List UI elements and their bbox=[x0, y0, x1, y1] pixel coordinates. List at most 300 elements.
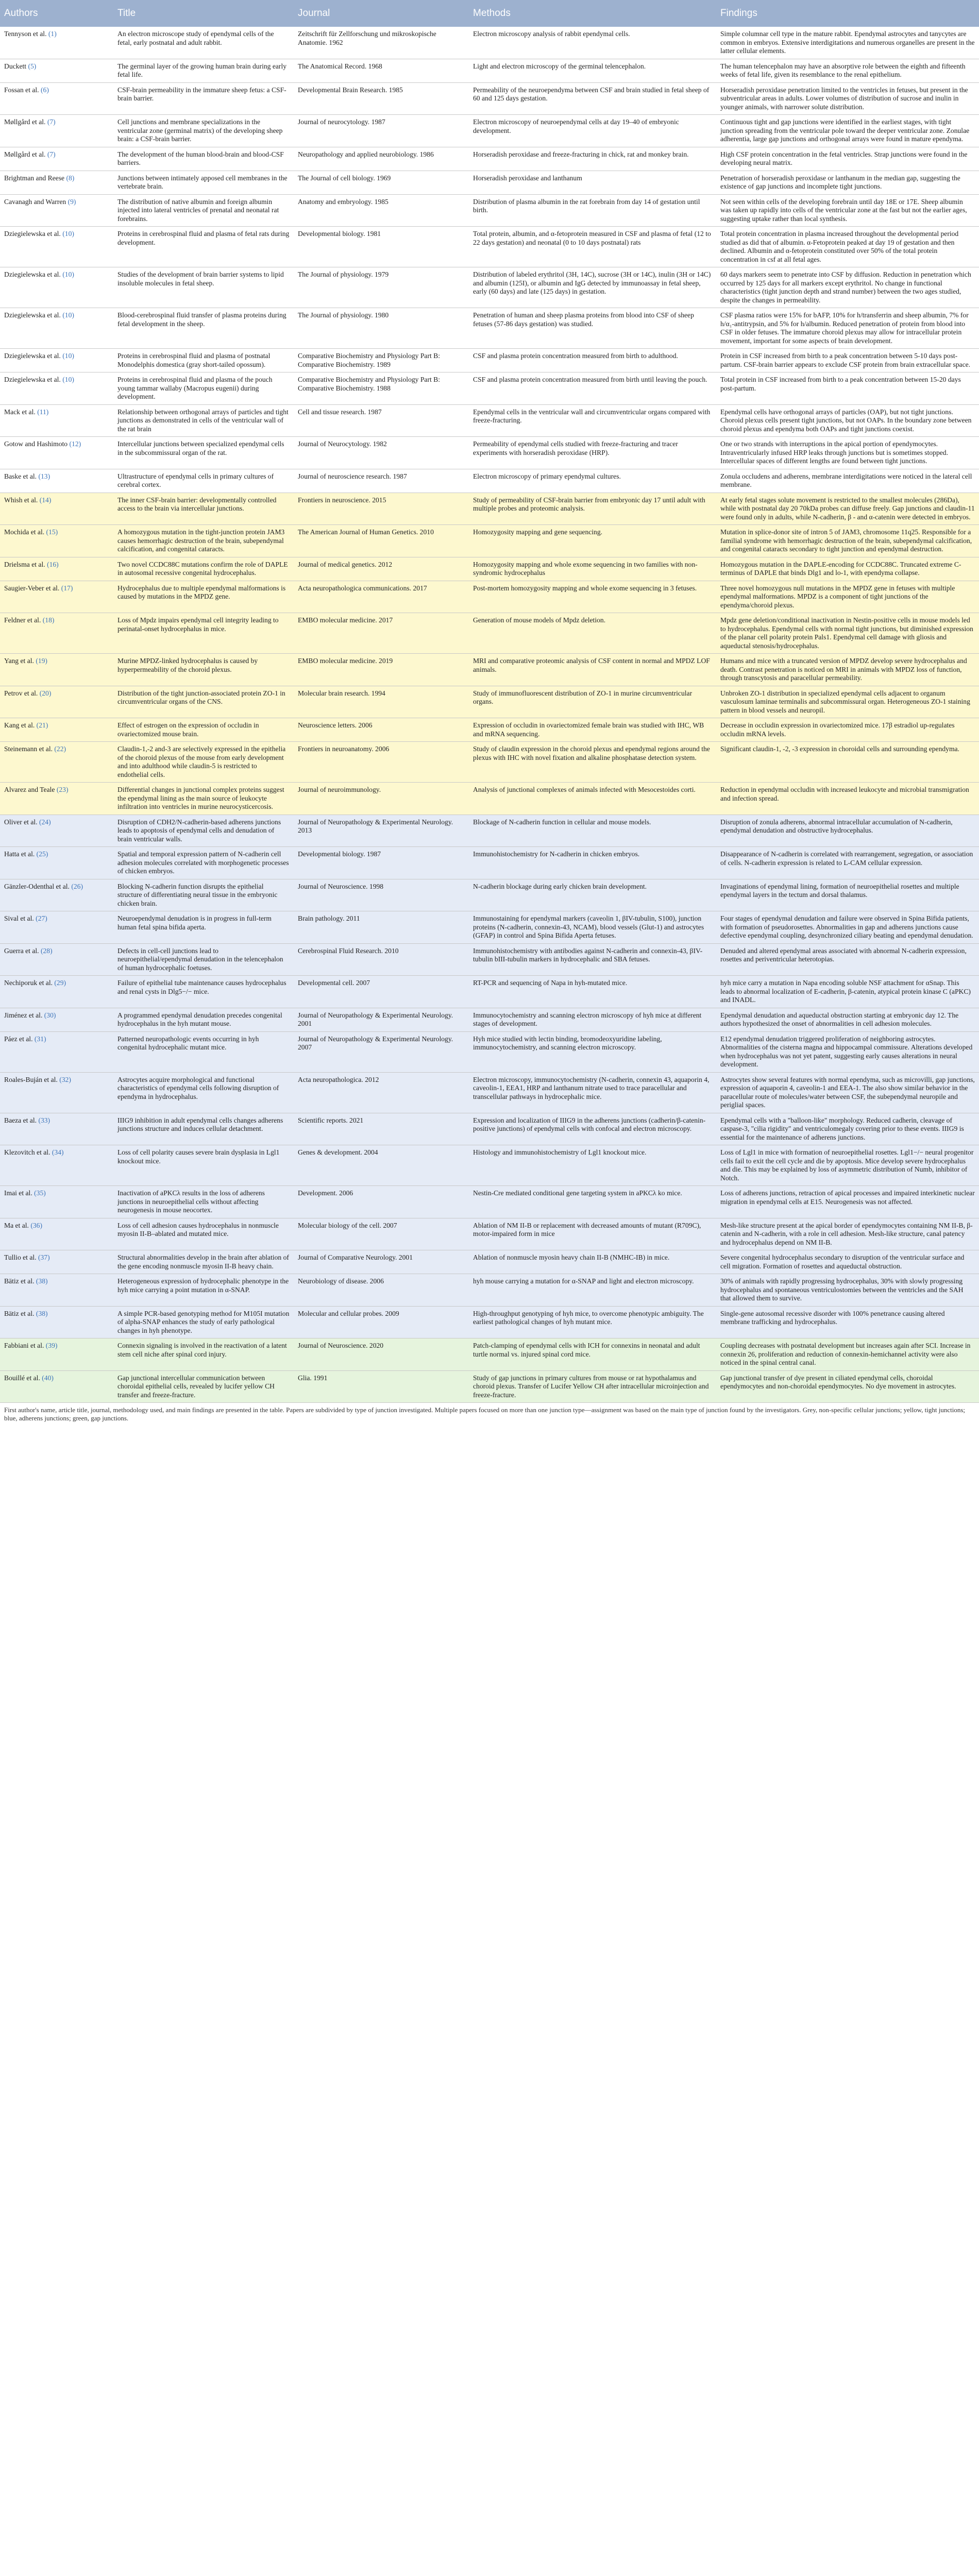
cell-journal: The Journal of physiology. 1980 bbox=[294, 308, 469, 349]
cell-title: Junctions between intimately apposed cell membranes in the vertebrate brain. bbox=[113, 171, 294, 194]
table-row bbox=[0, 1218, 979, 1250]
cell-findings: Humans and mice with a truncated version of MPDZ develop severe hydrocephalus and death. Contrast penetration is noticed on MRI in animals with MPDZ loss of function, through transcytosis and paracellular permeability. bbox=[716, 654, 979, 686]
cell-title: Proteins in cerebrospinal fluid and plasma of the pouch young tammar wallaby (Macropus eugenii) during development. bbox=[113, 372, 294, 405]
cell-title: Patterned neuropathologic events occurring in hyh congenital hydrocephalic mutant mice. bbox=[113, 1031, 294, 1072]
table-row bbox=[0, 1306, 979, 1338]
reference-link[interactable]: (39) bbox=[45, 1342, 58, 1349]
cell-journal: Scientific reports. 2021 bbox=[294, 1113, 469, 1145]
author-name: Baeza et al. bbox=[4, 1116, 37, 1124]
cell-journal: The Journal of physiology. 1979 bbox=[294, 267, 469, 308]
cell-title: Astrocytes acquire morphological and functional characteristics of ependymal cells following disruption of ependyma in hydrocephalus. bbox=[113, 1072, 294, 1113]
cell-methods: Expression and localization of IIIG9 in the adherens junctions (cadherin/β-catenin-positive junctions) of ependymal cells with confocal and electron microscopy. bbox=[469, 1113, 716, 1145]
cell-authors bbox=[0, 976, 113, 1008]
cell-methods: Patch-clamping of ependymal cells with ICH for connexins in neonatal and adult turtle normal vs. injured spinal cord mice. bbox=[469, 1338, 716, 1371]
reference-link[interactable]: (23) bbox=[56, 786, 69, 793]
author-name: Tennyson et al. bbox=[4, 30, 47, 38]
table-row bbox=[0, 1370, 979, 1403]
cell-authors bbox=[0, 557, 113, 581]
cell-authors bbox=[0, 1338, 113, 1371]
cell-authors bbox=[0, 349, 113, 372]
cell-findings: At early fetal stages solute movement is restricted to the smallest molecules (286Da), while with postnatal day 20 70kDa probes can diffuse freely. Gap junctions and claudin-11 were found only in adults, while N-cadherin, β - and α-catenin were detected in embryos. bbox=[716, 493, 979, 525]
table-row bbox=[0, 879, 979, 911]
cell-journal: Development. 2006 bbox=[294, 1186, 469, 1218]
reference-link[interactable]: (40) bbox=[42, 1374, 54, 1382]
table-row bbox=[0, 27, 979, 59]
cell-journal: Journal of Neuropathology & Experimental Neurology. 2007 bbox=[294, 1031, 469, 1072]
table-row bbox=[0, 469, 979, 493]
cell-authors bbox=[0, 308, 113, 349]
cell-authors bbox=[0, 1218, 113, 1250]
cell-title: Loss of Mpdz impairs ependymal cell integrity leading to perinatal-onset hydrocephalus in mice. bbox=[113, 613, 294, 654]
cell-methods: Immunohistochemistry for N-cadherin in chicken embryos. bbox=[469, 847, 716, 879]
cell-journal: Anatomy and embryology. 1985 bbox=[294, 194, 469, 227]
cell-findings: Mpdz gene deletion/conditional inactivation in Nestin-positive cells in mouse models led to hydrocephalus. Ependymal cells with normal tight junctions, but diminished expression of the planar cell polarity protein Pals1. Ependymal cell damage with gliosis and aqueductal stenosis/hydrocephalus. bbox=[716, 613, 979, 654]
cell-authors bbox=[0, 1186, 113, 1218]
cell-authors bbox=[0, 879, 113, 911]
reference-link[interactable]: (1) bbox=[48, 30, 57, 38]
author-name: Guerra et al. bbox=[4, 946, 39, 955]
cell-findings: Reduction in ependymal occludin with increased leukocyte and microbial transmigration and infection spread. bbox=[716, 783, 979, 815]
reference-link[interactable]: (10) bbox=[62, 352, 74, 360]
cell-findings: hyh mice carry a mutation in Napa encoding soluble NSF attachment for αSnap. This leads to abnormal localization of E-cadherin, β-catenin, atypical protein kinase C (aPKC) and INADL. bbox=[716, 976, 979, 1008]
cell-findings: Mutation in splice-donor site of intron 5 of JAM3, chromosome 11q25. Responsible for a familial syndrome with hemorrhagic destruction of the brain, subependymal calcification, and congenital cataracts secondary to tight junction and ependymal destruction. bbox=[716, 525, 979, 557]
reference-link[interactable]: (14) bbox=[39, 496, 52, 504]
cell-findings: Disruption of zonula adherens, abnormal intracellular accumulation of N-cadherin, ependymal denudation and obstructive hydrocephalus. bbox=[716, 815, 979, 847]
author-name: Dziegielewska et al. bbox=[4, 376, 61, 383]
author-name: Fabbiani et al. bbox=[4, 1342, 44, 1349]
cell-authors bbox=[0, 943, 113, 976]
cell-journal: Brain pathology. 2011 bbox=[294, 911, 469, 944]
table-row bbox=[0, 976, 979, 1008]
cell-methods: Horseradish peroxidase and freeze-fracturing in chick, rat and monkey brain. bbox=[469, 147, 716, 171]
cell-title: Inactivation of aPKCλ results in the loss of adherens junctions in neuroepithelial cells without affecting neurogenesis in mouse neocortex. bbox=[113, 1186, 294, 1218]
author-name: Feldner et al. bbox=[4, 616, 41, 624]
cell-title: Connexin signaling is involved in the reactivation of a latent stem cell niche after spinal cord injury. bbox=[113, 1338, 294, 1371]
cell-findings: The human telencephalon may have an absorptive role between the eighth and fifteenth weeks of fetal life, given its resemblance to the renal epithelium. bbox=[716, 59, 979, 82]
reference-link[interactable]: (13) bbox=[38, 472, 50, 480]
cell-methods: Distribution of plasma albumin in the rat forebrain from day 14 of gestation until birth. bbox=[469, 194, 716, 227]
cell-title: Differential changes in junctional complex proteins suggest the ependymal lining as the main source of leukocyte infiltration into ventricles in murine neurocysticercosis. bbox=[113, 783, 294, 815]
cell-journal: Journal of neuroimmunology. bbox=[294, 783, 469, 815]
cell-title: Loss of cell polarity causes severe brain dysplasia in Lgl1 knockout mice. bbox=[113, 1145, 294, 1186]
table-row bbox=[0, 267, 979, 308]
author-name: Dziegielewska et al. bbox=[4, 230, 61, 238]
cell-title: Distribution of the tight junction-associated protein ZO-1 in circumventricular organs of the CNS. bbox=[113, 686, 294, 718]
cell-authors bbox=[0, 1072, 113, 1113]
cell-findings: Severe congenital hydrocephalus secondary to disruption of the ventricular surface and cell migration. Formation of rosettes and aqueductal obstruction. bbox=[716, 1250, 979, 1274]
author-name: Roales-Buján et al. bbox=[4, 1075, 58, 1083]
cell-findings: Simple columnar cell type in the mature rabbit. Ependymal astrocytes and tanycytes are common in embryos. Extensive interdigitations and numerous organelles are present in the latter cellular elements. bbox=[716, 27, 979, 59]
cell-findings: 30% of animals with rapidly progressing hydrocephalus, 30% with slowly progressing hydrocephalus and spontaneous ventriculostomies between the ventricles and the SAH that allowed them to survive. bbox=[716, 1274, 979, 1307]
author-name: Dziegielewska et al. bbox=[4, 311, 61, 319]
cell-methods: Permeability of the neuroependyma between CSF and brain studied in fetal sheep of 60 and 125 days gestation. bbox=[469, 82, 716, 115]
reference-link[interactable]: (28) bbox=[40, 946, 53, 955]
cell-authors bbox=[0, 372, 113, 405]
cell-journal: Zeitschrift für Zellforschung und mikroskopische Anatomie. 1962 bbox=[294, 27, 469, 59]
reference-link[interactable]: (18) bbox=[42, 616, 55, 624]
cell-title: Proteins in cerebrospinal fluid and plasma of postnatal Monodelphis domestica (gray short-tailed opossum). bbox=[113, 349, 294, 372]
reference-link[interactable]: (38) bbox=[36, 1277, 48, 1285]
cell-methods: MRI and comparative proteomic analysis of CSF content in normal and MPDZ LOF animals. bbox=[469, 654, 716, 686]
cell-findings: Horseradish peroxidase penetration limited to the ventricles in fetuses, but present in the subventricular areas in adults. Lower volumes of distribution of sucrose and inulin in younger animals, with narrower solute distribution. bbox=[716, 82, 979, 115]
cell-methods: Expression of occludin in ovariectomized female brain was studied with IHC, WB and mRNA sequencing. bbox=[469, 718, 716, 742]
table-row bbox=[0, 742, 979, 783]
table-row bbox=[0, 911, 979, 944]
cell-methods: Horseradish peroxidase and lanthanum bbox=[469, 171, 716, 194]
cell-title: An electron microscope study of ependymal cells of the fetal, early postnatal and adult rabbit. bbox=[113, 27, 294, 59]
cell-findings: Mesh-like structure present at the apical border of ependymocytes containing NM II-B, β-catenin and N-cadherin, with a role in cell adhesion. Mesh-like structure, canal patency and hydrocephalus depend on NM II-B. bbox=[716, 1218, 979, 1250]
reference-link[interactable]: (10) bbox=[62, 270, 74, 278]
cell-journal: Acta neuropathologica. 2012 bbox=[294, 1072, 469, 1113]
cell-findings: One or two strands with interruptions in the apical portion of ependymocytes. Intraventricularly infused HRP leaks through junctions but is sometimes stopped. Intercellular spaces of different lengths are found between tight junctions. bbox=[716, 437, 979, 469]
cell-findings: Significant claudin-1, -2, -3 expression in choroidal cells and surrounding ependyma. bbox=[716, 742, 979, 783]
reference-link[interactable]: (25) bbox=[36, 850, 48, 858]
author-name: Kang et al. bbox=[4, 721, 35, 729]
author-name: Jiménez et al. bbox=[4, 1011, 43, 1019]
cell-findings: Loss of Lgl1 in mice with formation of neuroepithelial rosettes. Lgl1−/− neural progenitor cells fail to exit the cell cycle and die by apoptosis. Mice develop severe hydrocephalus and die. This may be explained by loss of asymmetric distribution of Numb, inhibitor of Notch. bbox=[716, 1145, 979, 1186]
table-row bbox=[0, 59, 979, 82]
cell-authors bbox=[0, 815, 113, 847]
cell-authors bbox=[0, 27, 113, 59]
author-name: Gänzler-Odenthal et al. bbox=[4, 882, 70, 890]
author-name: Whish et al. bbox=[4, 496, 38, 504]
cell-title: Proteins in cerebrospinal fluid and plasma of fetal rats during development. bbox=[113, 227, 294, 267]
author-name: Møllgård et al. bbox=[4, 118, 46, 126]
reference-link[interactable]: (11) bbox=[37, 408, 49, 416]
author-name: Bouillé et al. bbox=[4, 1374, 40, 1382]
cell-findings: Penetration of horseradish peroxidase or lanthanum in the median gap, suggesting the existence of gap junctions and incomplete tight junctions. bbox=[716, 171, 979, 194]
cell-findings: Single-gene autosomal recessive disorder with 100% penetrance causing altered membrane trafficking and hydrocephalus. bbox=[716, 1306, 979, 1338]
reference-link[interactable]: (10) bbox=[62, 311, 74, 319]
cell-journal: The American Journal of Human Genetics. 2010 bbox=[294, 525, 469, 557]
cell-journal: Developmental biology. 1981 bbox=[294, 227, 469, 267]
cell-findings: Zonula occludens and adherens, membrane interdigitations were noticed in the lateral cell membrane. bbox=[716, 469, 979, 493]
cell-title: IIIG9 inhibition in adult ependymal cells changes adherens junctions structure and induces cellular detachment. bbox=[113, 1113, 294, 1145]
reference-link[interactable]: (29) bbox=[54, 979, 66, 987]
reference-link[interactable]: (15) bbox=[46, 528, 58, 536]
cell-title: Hydrocephalus due to multiple ependymal malformations is caused by mutations in the MPDZ gene. bbox=[113, 581, 294, 613]
cell-title: Neuroependymal denudation is in progress in full-term human fetal spina bifida aperta. bbox=[113, 911, 294, 944]
cell-methods: Study of claudin expression in the choroid plexus and ependymal regions around the plexus with IHC with novel fixation and alkaline phosphatase detection system. bbox=[469, 742, 716, 783]
table-footnote: First author's name, article title, journal, methodology used, and main findings are presented in the table. Papers are subdivided by type of junction investigated. Multiple papers focused on more than one junction type—assignment was based on the main type of junction found by the investigators. Grey, non-specific cellular junctions; yellow, tight junctions; blue, adherens junctions; green, gap junctions. bbox=[4, 1406, 966, 1422]
cell-journal: Developmental Brain Research. 1985 bbox=[294, 82, 469, 115]
table-body bbox=[0, 27, 979, 1403]
cell-journal: Frontiers in neuroanatomy. 2006 bbox=[294, 742, 469, 783]
cell-methods: Immunocytochemistry and scanning electron microscopy of hyh mice at different stages of development. bbox=[469, 1008, 716, 1031]
reference-link[interactable]: (36) bbox=[30, 1221, 42, 1229]
cell-journal: Frontiers in neuroscience. 2015 bbox=[294, 493, 469, 525]
cell-authors bbox=[0, 493, 113, 525]
cell-findings: 60 days markers seem to penetrate into CSF by diffusion. Reduction in penetration which occurred by 125 days for all markers except erythritol. No change in functional characteristics (tight junction depth and strand number) between the two ages studied, despite the changes in permeability. bbox=[716, 267, 979, 308]
table-row bbox=[0, 1274, 979, 1307]
cell-findings: High CSF protein concentration in the fetal ventricles. Strap junctions were found in the developing neural matrix. bbox=[716, 147, 979, 171]
cell-methods: Ablation of NM II-B or replacement with decreased amounts of mutant (R709C), motor-impaired form in mice bbox=[469, 1218, 716, 1250]
cell-authors bbox=[0, 115, 113, 147]
cell-methods: Electron microscopy of neuroependymal cells at day 19–40 of embryonic development. bbox=[469, 115, 716, 147]
reference-link[interactable]: (30) bbox=[44, 1011, 56, 1019]
cell-authors bbox=[0, 404, 113, 437]
reference-link[interactable]: (32) bbox=[59, 1075, 71, 1083]
author-name: Imai et al. bbox=[4, 1189, 32, 1197]
author-name: Páez et al. bbox=[4, 1035, 33, 1043]
cell-methods: Immunohistochemistry with antibodies against N-cadherin and connexin-43, βIV-tubulin bIII-tubulin markers in hydrocephalic and SBA fetuses. bbox=[469, 943, 716, 976]
reference-link[interactable]: (6) bbox=[41, 86, 49, 94]
cell-journal: Molecular and cellular probes. 2009 bbox=[294, 1306, 469, 1338]
cell-title: Ultrastructure of ependymal cells in primary cultures of cerebral cortex. bbox=[113, 469, 294, 493]
cell-journal: Molecular brain research. 1994 bbox=[294, 686, 469, 718]
cell-authors bbox=[0, 1145, 113, 1186]
cell-findings: Astrocytes show several features with normal ependyma, such as microvilli, gap junctions, expression of aquaporin 4, caveolin-1 and EEA-1. The also show similar behavior in the paracellular route of molecules/water between CSF, the subependymal neuropile and periglial spaces. bbox=[716, 1072, 979, 1113]
cell-findings: Ependymal cells with a "balloon-like" morphology. Reduced cadherin, cleavage of caspase-3, "cilia rigidity" and ventriculomegaly covering prior to these events. IIIG9 is essential for the maintenance of adherens junctions. bbox=[716, 1113, 979, 1145]
reference-link[interactable]: (31) bbox=[34, 1035, 46, 1043]
table-row bbox=[0, 718, 979, 742]
table-row bbox=[0, 943, 979, 976]
cell-findings: Ependymal denudation and aqueductal obstruction starting at embryonic day 12. The authors hypothesized the onset of abnormalities in cell adhesion molecules. bbox=[716, 1008, 979, 1031]
cell-journal: Comparative Biochemistry and Physiology Part B: Comparative Biochemistry. 1989 bbox=[294, 349, 469, 372]
table-row bbox=[0, 613, 979, 654]
header-findings: Findings bbox=[716, 0, 979, 27]
author-name: Bätiz et al. bbox=[4, 1277, 35, 1285]
author-name: Dziegielewska et al. bbox=[4, 352, 61, 360]
cell-authors bbox=[0, 1250, 113, 1274]
cell-title: The development of the human blood-brain and blood-CSF barriers. bbox=[113, 147, 294, 171]
cell-title: The inner CSF-brain barrier: developmentally controlled access to the brain via intercellular junctions. bbox=[113, 493, 294, 525]
cell-findings: Total protein concentration in plasma increased throughout the developmental period studied as did that of albumin. α-Fetoprotein peaked at day 19 of gestation and then declined. Albumin and α-fetoprotein constituted over 50% of the total protein concentration in csf at all fetal ages. bbox=[716, 227, 979, 267]
reference-link[interactable]: (7) bbox=[47, 118, 56, 126]
author-name: Møllgård et al. bbox=[4, 150, 46, 158]
reference-link[interactable]: (33) bbox=[38, 1116, 50, 1124]
cell-findings: Homozygous mutation in the DAPLE-encoding for CCDC88C. Truncated extreme C-terminus of DAPLE that binds Dlg1 and lo-1, with ependyma collapse. bbox=[716, 557, 979, 581]
cell-findings: Three novel homozygous null mutations in the MPDZ gene in fetuses with multiple ependymal malformations. MPDZ is a component of tight junctions of the ependyma/choroid plexus. bbox=[716, 581, 979, 613]
cell-authors bbox=[0, 267, 113, 308]
cell-authors bbox=[0, 194, 113, 227]
cell-title: Blood-cerebrospinal fluid transfer of plasma proteins during fetal development in the sheep. bbox=[113, 308, 294, 349]
cell-findings: Continuous tight and gap junctions were identified in the earliest stages, with tight junction spreading from the ventricular pole toward the deeper ventricular zone. Zonulae adherentia, large gap junctions and orthogonal arrays were found in mature ependyma. bbox=[716, 115, 979, 147]
cell-findings: Disappearance of N-cadherin is correlated with rearrangement, segregation, or association of cells. N-cadherin expression is related to L-CAM cellular expression. bbox=[716, 847, 979, 879]
cell-methods: High-throughput genotyping of hyh mice, to overcome phenotypic ambiguity. The earliest pathological changes of hyh mutant mice. bbox=[469, 1306, 716, 1338]
cell-journal: Journal of Neuroscience. 1998 bbox=[294, 879, 469, 911]
cell-authors bbox=[0, 581, 113, 613]
reference-link[interactable]: (12) bbox=[69, 440, 81, 448]
author-name: Mochida et al. bbox=[4, 528, 45, 536]
cell-methods: Analysis of junctional complexes of animals infected with Mesocestoides corti. bbox=[469, 783, 716, 815]
reference-link[interactable]: (22) bbox=[54, 745, 66, 753]
author-name: Nechiporuk et al. bbox=[4, 979, 53, 987]
header-authors: Authors bbox=[0, 0, 113, 27]
reference-link[interactable]: (7) bbox=[47, 150, 56, 158]
author-name: Ma et al. bbox=[4, 1221, 29, 1229]
author-name: Steinemann et al. bbox=[4, 745, 53, 753]
cell-authors bbox=[0, 171, 113, 194]
cell-findings: Loss of adherens junctions, retraction of apical processes and impaired interkinetic nuclear migration in ependymal cells at E15. Neurogenesis was not affected. bbox=[716, 1186, 979, 1218]
reference-link[interactable]: (8) bbox=[66, 174, 75, 182]
cell-methods: N-cadherin blockage during early chicken brain development. bbox=[469, 879, 716, 911]
cell-journal: EMBO molecular medicine. 2017 bbox=[294, 613, 469, 654]
table-row bbox=[0, 437, 979, 469]
table-row bbox=[0, 1186, 979, 1218]
cell-methods: Study of permeability of CSF-brain barrier from embryonic day 17 until adult with multiple probes and proteomic analysis. bbox=[469, 493, 716, 525]
cell-title: A programmed ependymal denudation precedes congenital hydrocephalus in the hyh mutant mouse. bbox=[113, 1008, 294, 1031]
reference-link[interactable]: (26) bbox=[71, 882, 83, 890]
author-name: Petrov et al. bbox=[4, 689, 38, 697]
cell-methods: Electron microscopy analysis of rabbit ependymal cells. bbox=[469, 27, 716, 59]
cell-methods: Nestin-Cre mediated conditional gene targeting system in aPKCλ ko mice. bbox=[469, 1186, 716, 1218]
cell-methods: RT-PCR and sequencing of Napa in hyh-mutated mice. bbox=[469, 976, 716, 1008]
cell-methods: CSF and plasma protein concentration measured from birth until leaving the pouch. bbox=[469, 372, 716, 405]
reference-link[interactable]: (10) bbox=[62, 230, 74, 238]
cell-journal: Neuropathology and applied neurobiology. 1986 bbox=[294, 147, 469, 171]
cell-authors bbox=[0, 613, 113, 654]
cell-findings: Total protein in CSF increased from birth to a peak concentration between 15-20 days post-partum. bbox=[716, 372, 979, 405]
table-row bbox=[0, 1031, 979, 1072]
reference-link[interactable]: (37) bbox=[38, 1253, 50, 1261]
header-title: Title bbox=[113, 0, 294, 27]
cell-authors bbox=[0, 654, 113, 686]
cell-journal: Acta neuropathologica communications. 2017 bbox=[294, 581, 469, 613]
cell-title: Defects in cell-cell junctions lead to neuroepithelial/ependymal denudation in the telencephalon of human hydrocephalic foetuses. bbox=[113, 943, 294, 976]
cell-findings: Decrease in occludin expression in ovariectomized mice. 17β estradiol up-regulates occludin mRNA levels. bbox=[716, 718, 979, 742]
table-row bbox=[0, 686, 979, 718]
cell-title: A simple PCR-based genotyping method for M105I mutation of alpha-SNAP enhances the study of early pathological changes in hyh phenotype. bbox=[113, 1306, 294, 1338]
table-row bbox=[0, 171, 979, 194]
cell-title: Disruption of CDH2/N-cadherin-based adherens junctions leads to apoptosis of ependymal cells and denudation of brain ventricular walls. bbox=[113, 815, 294, 847]
cell-title: The germinal layer of the growing human brain during early fetal life. bbox=[113, 59, 294, 82]
reference-link[interactable]: (16) bbox=[47, 560, 59, 568]
table-row bbox=[0, 147, 979, 171]
cell-methods: Immunostaining for ependymal markers (caveolin 1, βIV-tubulin, S100), junction proteins (N-cadherin, connexin-43, NCAM), blood vessels (Glut-1) and astrocytes (GFAP) in control and Spina Bifida Aperta fetuses. bbox=[469, 911, 716, 944]
cell-authors bbox=[0, 1370, 113, 1403]
table-row bbox=[0, 1338, 979, 1371]
author-name: Sival et al. bbox=[4, 914, 34, 922]
cell-journal: Journal of Neuropathology & Experimental Neurology. 2001 bbox=[294, 1008, 469, 1031]
reference-link[interactable]: (21) bbox=[36, 721, 48, 729]
cell-findings: Unbroken ZO-1 distribution in specialized ependymal cells adjacent to organum vasculosum laminae terminalis and subcommissural organ. Heterogeneous ZO-1 staining pattern in blood vessels and neuropil. bbox=[716, 686, 979, 718]
cell-authors bbox=[0, 783, 113, 815]
table-row bbox=[0, 525, 979, 557]
cell-methods: Light and electron microscopy of the germinal telencephalon. bbox=[469, 59, 716, 82]
table-row bbox=[0, 654, 979, 686]
cell-findings: Four stages of ependymal denudation and failure were observed in Spina Bifida patients, with formation of pseudorosettes. Abnormalities in gap and adherens junctions cause defective ependymal coupling, desynchronized ciliary beating and ependymal denudation. bbox=[716, 911, 979, 944]
cell-authors bbox=[0, 718, 113, 742]
cell-authors bbox=[0, 742, 113, 783]
cell-methods: Total protein, albumin, and α-fetoprotein measured in CSF and plasma of fetal (12 to 22 days gestation) and neonatal (0 to 10 days postnatal) rats bbox=[469, 227, 716, 267]
cell-journal: Comparative Biochemistry and Physiology Part B: Comparative Biochemistry. 1988 bbox=[294, 372, 469, 405]
cell-title: Relationship between orthogonal arrays of particles and tight junctions as demonstrated in cells of the ventricular wall of the rat brain bbox=[113, 404, 294, 437]
cell-title: CSF-brain permeability in the immature sheep fetus: a CSF-brain barrier. bbox=[113, 82, 294, 115]
cell-title: Loss of cell adhesion causes hydrocephalus in nonmuscle myosin II-B–ablated and mutated mice. bbox=[113, 1218, 294, 1250]
author-name: Saugier-Veber et al. bbox=[4, 584, 60, 592]
reference-link[interactable]: (27) bbox=[36, 914, 47, 922]
cell-journal: Genes & development. 2004 bbox=[294, 1145, 469, 1186]
reference-link[interactable]: (35) bbox=[34, 1189, 46, 1197]
cell-journal: EMBO molecular medicine. 2019 bbox=[294, 654, 469, 686]
table-row bbox=[0, 1008, 979, 1031]
author-name: Mack et al. bbox=[4, 408, 36, 416]
cell-journal: Cerebrospinal Fluid Research. 2010 bbox=[294, 943, 469, 976]
cell-findings: Ependymal cells have orthogonal arrays of particles (OAP), but not tight junctions. Choroid plexus cells present tight junctions, but not OAPs. In the boundary zone between choroid plexus and ependyma both OAPs and tight junctions coexist. bbox=[716, 404, 979, 437]
cell-journal: Journal of Neuropathology & Experimental Neurology. 2013 bbox=[294, 815, 469, 847]
reference-link[interactable]: (10) bbox=[62, 376, 74, 383]
table-row bbox=[0, 115, 979, 147]
table-row bbox=[0, 372, 979, 405]
table-row bbox=[0, 194, 979, 227]
reference-link[interactable]: (9) bbox=[67, 197, 76, 206]
cell-findings: CSF plasma ratios were 15% for bAFP, 10% for h/transferrin and sheep albumin, 7% for h/α₁-antitrypsin, and 5% for h/albumin. Reduced penetration of protein from blood into CSF in older fetuses. The immature choroid plexus may allow for intracellular protein movement, important for some aspects of brain development. bbox=[716, 308, 979, 349]
cell-authors bbox=[0, 911, 113, 944]
header-journal: Journal bbox=[294, 0, 469, 27]
reference-link[interactable]: (19) bbox=[36, 657, 47, 665]
cell-authors bbox=[0, 686, 113, 718]
author-name: Oliver et al. bbox=[4, 818, 38, 826]
cell-findings: Not seen within cells of the developing forebrain until day 18E or 17E. Sheep albumin was taken up rapidly into cells of the ventricular zone at the fast but not the earlier ages, suggesting uptake rather than local synthesis. bbox=[716, 194, 979, 227]
cell-journal: Journal of Neuroscience. 2020 bbox=[294, 1338, 469, 1371]
cell-journal: Journal of Neurocytology. 1982 bbox=[294, 437, 469, 469]
cell-methods: CSF and plasma protein concentration measured from birth to adulthood. bbox=[469, 349, 716, 372]
cell-findings: Protein in CSF increased from birth to a peak concentration between 5-10 days post-partum. CSF-brain barrier appears to exclude CSF protein from brain extracellular space. bbox=[716, 349, 979, 372]
cell-methods: Ablation of nonmuscle myosin heavy chain II-B (NMHC-IB) in mice. bbox=[469, 1250, 716, 1274]
cell-authors bbox=[0, 437, 113, 469]
cell-authors bbox=[0, 1113, 113, 1145]
table-row bbox=[0, 1113, 979, 1145]
cell-title: Murine MPDZ-linked hydrocephalus is caused by hyperpermeability of the choroid plexus. bbox=[113, 654, 294, 686]
cell-methods: Electron microscopy of primary ependymal cultures. bbox=[469, 469, 716, 493]
reference-link[interactable]: (24) bbox=[39, 818, 51, 826]
cell-journal: Cell and tissue research. 1987 bbox=[294, 404, 469, 437]
author-name: Dziegielewska et al. bbox=[4, 270, 61, 278]
header-row bbox=[0, 0, 979, 27]
cell-title: Cell junctions and membrane specializations in the ventricular zone (germinal matrix) of the developing sheep brain: a CSF-brain barrier. bbox=[113, 115, 294, 147]
reference-link[interactable]: (34) bbox=[52, 1148, 64, 1156]
reference-link[interactable]: (20) bbox=[39, 689, 52, 697]
cell-findings: Denuded and altered ependymal areas associated with abnormal N-cadherin expression, rosettes and periventricular heterotopias. bbox=[716, 943, 979, 976]
cell-journal: The Anatomical Record. 1968 bbox=[294, 59, 469, 82]
reference-link[interactable]: (38) bbox=[36, 1309, 48, 1317]
cell-journal: Journal of Comparative Neurology. 2001 bbox=[294, 1250, 469, 1274]
cell-title: Gap junctional intercellular communication between choroidal epithelial cells, revealed by lucifer yellow CH transfer and freeze-fracture. bbox=[113, 1370, 294, 1403]
cell-title: Studies of the development of brain barrier systems to lipid insoluble molecules in fetal sheep. bbox=[113, 267, 294, 308]
cell-journal: Glia. 1991 bbox=[294, 1370, 469, 1403]
cell-authors bbox=[0, 847, 113, 879]
cell-authors bbox=[0, 147, 113, 171]
cell-journal: Journal of neuroscience research. 1987 bbox=[294, 469, 469, 493]
table-row bbox=[0, 227, 979, 267]
cell-methods: Generation of mouse models of Mpdz deletion. bbox=[469, 613, 716, 654]
cell-methods: Homozygosity mapping and whole exome sequencing in two families with non-syndromic hydrocephalus bbox=[469, 557, 716, 581]
author-name: Hatta et al. bbox=[4, 850, 35, 858]
author-name: Yang et al. bbox=[4, 657, 34, 665]
cell-title: Two novel CCDC88C mutations confirm the role of DAPLE in autosomal recessive congenital hydrocephalus. bbox=[113, 557, 294, 581]
cell-title: The distribution of native albumin and foreign albumin injected into lateral ventricles of prenatal and neonatal rat forebrains. bbox=[113, 194, 294, 227]
reference-link[interactable]: (17) bbox=[61, 584, 73, 592]
cell-journal: Neuroscience letters. 2006 bbox=[294, 718, 469, 742]
author-name: Cavanagh and Warren bbox=[4, 197, 66, 206]
header-methods: Methods bbox=[469, 0, 716, 27]
cell-methods: Permeability of ependymal cells studied with freeze-fracturing and tracer experiments with horseradish peroxidase (HRP). bbox=[469, 437, 716, 469]
table-row bbox=[0, 82, 979, 115]
cell-methods: Homozygosity mapping and gene sequencing. bbox=[469, 525, 716, 557]
table-row bbox=[0, 815, 979, 847]
cell-methods: Study of immunofluorescent distribution of ZO-1 in murine circumventricular organs. bbox=[469, 686, 716, 718]
table-row bbox=[0, 847, 979, 879]
table-row bbox=[0, 1072, 979, 1113]
cell-title: Intercellular junctions between specialized ependymal cells in the subcommissural organ of the rat. bbox=[113, 437, 294, 469]
cell-title: Effect of estrogen on the expression of occludin in ovariectomized mouse brain. bbox=[113, 718, 294, 742]
table-row bbox=[0, 1145, 979, 1186]
reference-link[interactable]: (5) bbox=[28, 62, 37, 70]
table-row bbox=[0, 308, 979, 349]
table-row bbox=[0, 493, 979, 525]
cell-authors bbox=[0, 1274, 113, 1307]
